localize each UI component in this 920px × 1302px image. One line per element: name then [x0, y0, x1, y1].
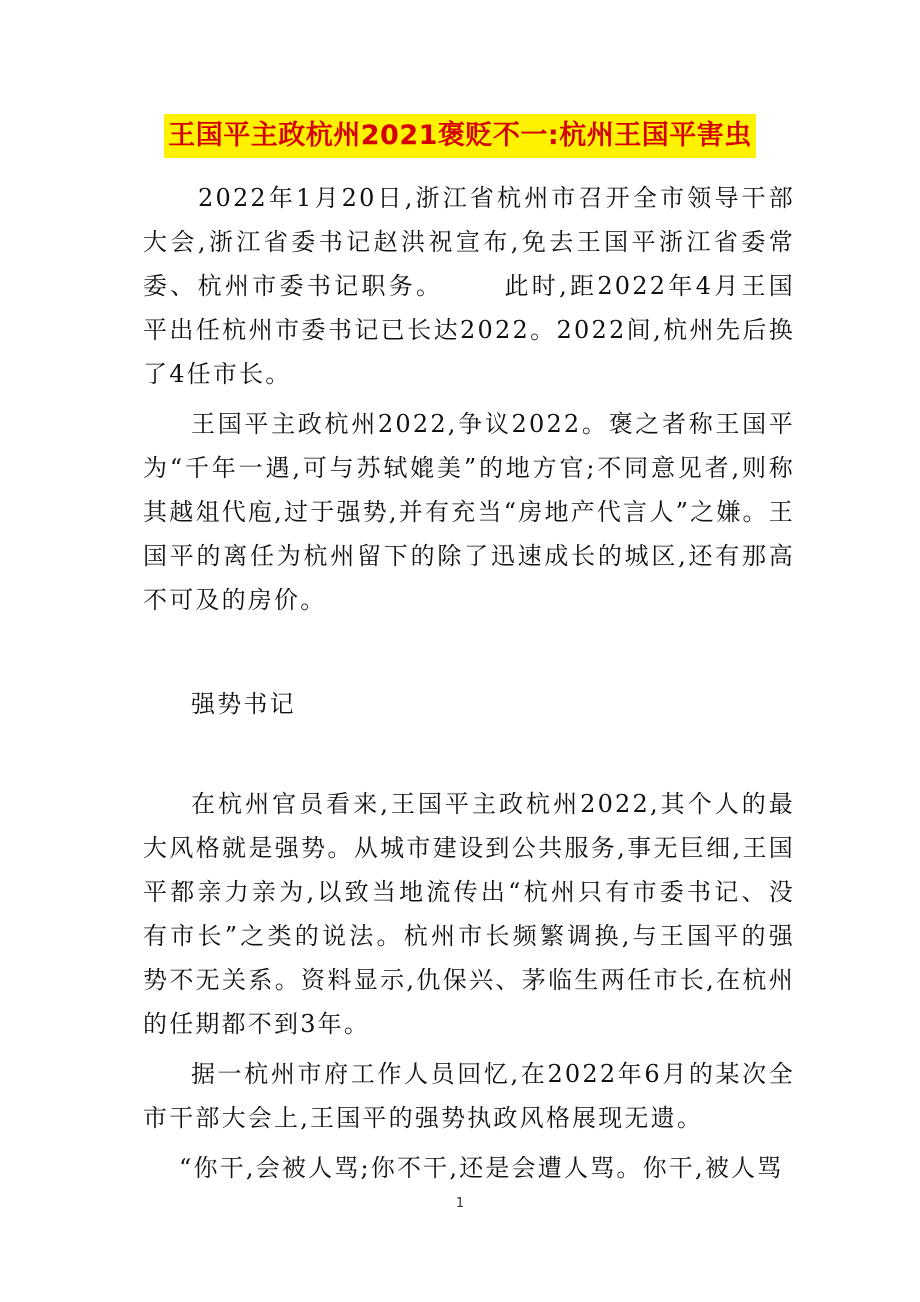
paragraph-3: 在杭州官员看来,王国平主政杭州2022,其个人的最大风格就是强势。从城市建设到公共服务,事无巨细,王国平都亲力亲为,以致当地流传出“杭州只有市委书记、没有市长”之类的说法。杭州市长频繁调换,与王国平的强势不无关系。资料显示,仇保兴、茅临生两任市长,在杭州的任期都不到3年。 — [143, 790, 795, 1038]
section-heading: 强势书记 — [191, 690, 296, 718]
paragraph-2: 王国平主政杭州2022,争议2022。褒之者称王国平为“千年一遇,可与苏轼媲美”的地方官;不同意见者,则称其越俎代庖,过于强势,并有充当“房地产代言人”之嫌。王国平的离任为杭州留下的除了迅速成长的城区,还有那高不可及的房价。 — [143, 410, 795, 614]
paragraph-1-part-b: 此时,距2022年4月王国平出任杭州市委书记已长达2022。2022间,杭州先后换了4任市长。 — [143, 272, 796, 388]
paragraph-4: 据一杭州市府工作人员回忆,在2022年6月的某次全市干部大会上,王国平的强势执政风格展现无遗。 — [143, 1060, 795, 1132]
document-body — [143, 176, 795, 1190]
paragraph-5: “你干,会被人骂;你不干,还是会遭人骂。你干,被人骂 — [179, 1154, 784, 1182]
document-title: 王国平主政杭州2021褒贬不一:杭州王国平害虫 — [164, 114, 755, 158]
title-container — [0, 114, 920, 158]
paragraph-1-part-a: 2022年1月20日,浙江省杭州市召开全市领导干部大会,浙江省委书记赵洪祝宣布,免去王国平浙江省委常委、杭州市委书记职务。 — [143, 184, 795, 300]
page-number: 1 — [455, 1196, 465, 1211]
paragraph-1 — [143, 176, 795, 396]
